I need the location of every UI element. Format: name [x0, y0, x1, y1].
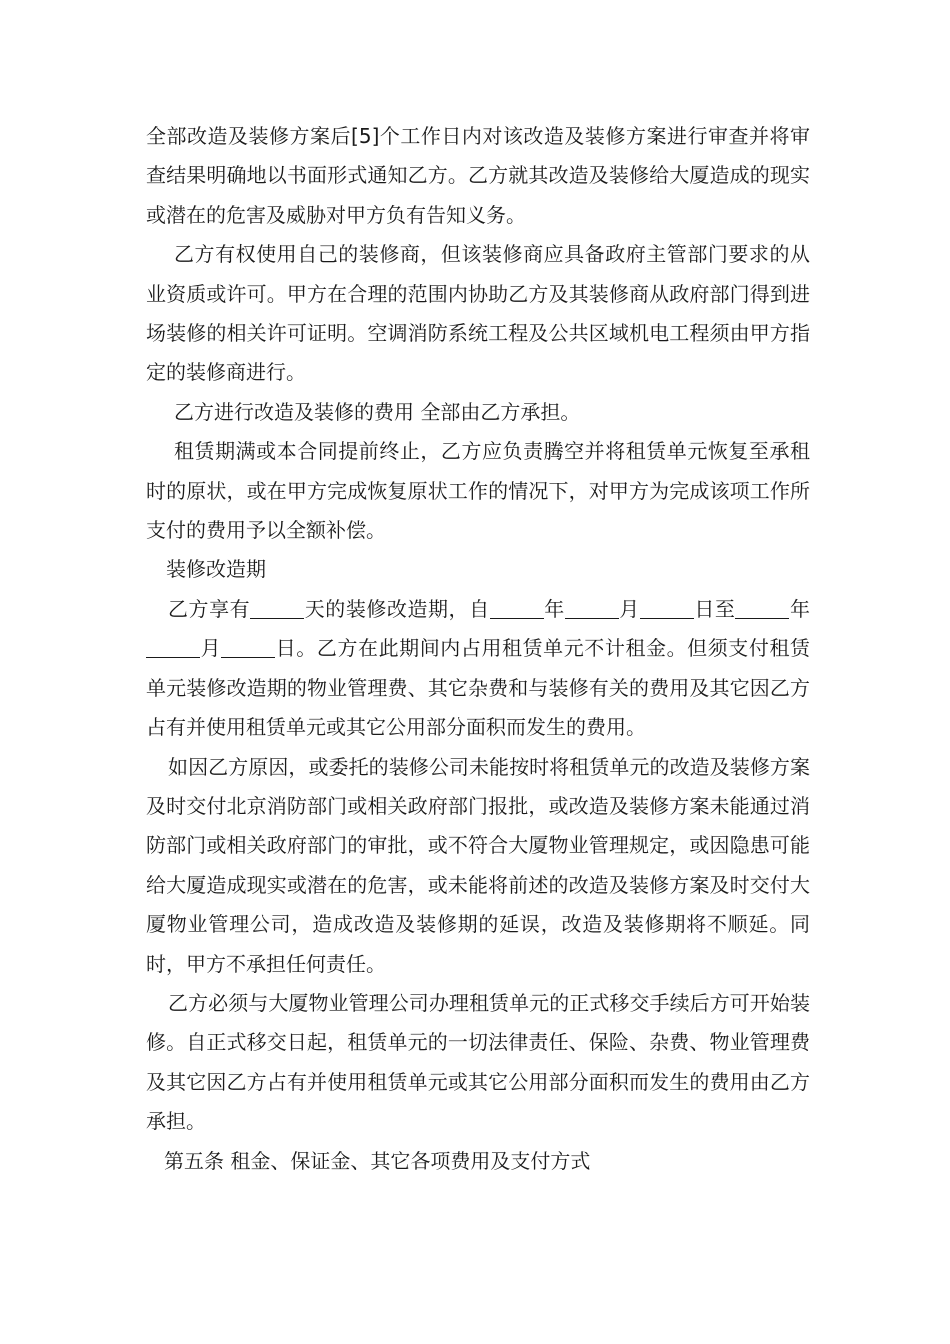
- blank-end-year-field: [735, 598, 789, 619]
- text-segment: 日至: [693, 596, 736, 621]
- paragraph-handover-procedure: 乙方必须与大厦物业管理公司办理租赁单元的正式移交手续后方可开始装修。自正式移交日起，租赁单元的一切法律责任、保险、杂费、物业管理费及其它因乙方占有并使用租赁单元或其它公用部分面积而发生的费用由乙方承担。: [146, 990, 810, 1134]
- text-segment: 天的装修改造期，自: [304, 596, 490, 621]
- paragraph-renovation-review: 全部改造及装修方案后[5]个工作日内对该改造及装修方案进行审查并将审查结果明确地以书面形式通知乙方。乙方就其改造及装修给大厦造成的现实或潜在的危害及威胁对甲方负有告知义务。: [146, 124, 810, 227]
- document-body: [146, 117, 810, 1181]
- section-heading-article-five: 第五条 租金、保证金、其它各项费用及支付方式: [164, 1148, 591, 1173]
- blank-start-day-field: [640, 598, 694, 619]
- blank-end-day-field: [221, 637, 275, 658]
- text-segment: 月: [618, 596, 640, 621]
- blank-days-field: [250, 598, 304, 619]
- text-segment: 年: [543, 596, 565, 621]
- blank-start-month-field: [565, 598, 619, 619]
- paragraph-contractor-rights: 乙方有权使用自己的装修商，但该装修商应具备政府主管部门要求的从业资质或许可。甲方在合理的范围内协助乙方及其装修商从政府部门得到进场装修的相关许可证明。空调消防系统工程及公共区域机电工程须由甲方指定的装修商进行。: [146, 242, 810, 385]
- text-segment: 日。乙方在此期间内占用租赁单元不计租金。但须支付租赁单元装修改造期的物业管理费、其它杂费和与装修有关的费用及其它因乙方占有并使用租赁单元或其它公用部分面积而发生的费用。: [146, 636, 811, 740]
- blank-start-year-field: [490, 598, 544, 619]
- paragraph-lease-end-restoration: 租赁期满或本合同提前终止，乙方应负责腾空并将租赁单元恢复至承租时的原状，或在甲方完成恢复原状工作的情况下，对甲方为完成该项工作所支付的费用予以全额补偿。: [146, 439, 810, 543]
- paragraph-renovation-period-terms: [146, 590, 810, 748]
- blank-end-month-field: [146, 637, 200, 658]
- text-segment: 年: [789, 596, 811, 621]
- text-segment: 月: [200, 636, 222, 661]
- paragraph-delay-liability: 如因乙方原因，或委托的装修公司未能按时将租赁单元的改造及装修方案及时交付北京消防部门或相关政府部门报批，或改造及装修方案未能通过消防部门或相关政府部门的审批，或不符合大厦物业管理规定，或因隐患可能给大厦造成现实或潜在的危害，或未能将前述的改造及装修方案及时交付大厦物业管理公司，造成改造及装修期的延误，改造及装修期将不顺延。同时，甲方不承担任何责任。: [146, 754, 810, 976]
- paragraph-renovation-cost: 乙方进行改造及装修的费用 全部由乙方承担。: [174, 399, 581, 424]
- text-segment: 乙方享有: [168, 596, 251, 621]
- section-heading-renovation-period: 装修改造期: [166, 557, 266, 582]
